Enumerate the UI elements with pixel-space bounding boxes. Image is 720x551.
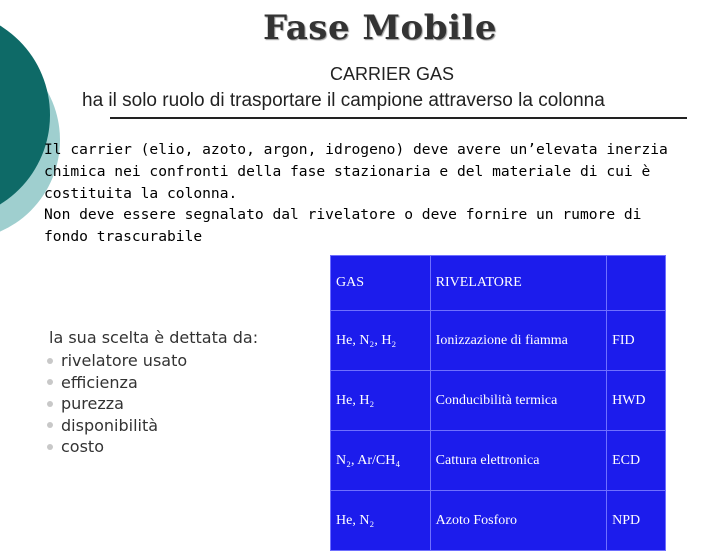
- table-cell-gas: He, N₂, H₂: [331, 311, 431, 371]
- list-item-label: disponibilità: [61, 415, 159, 435]
- table-cell-abbrev: ECD: [607, 431, 666, 491]
- bullet-icon: [47, 358, 53, 364]
- criteria-list: [47, 327, 258, 458]
- list-item: [47, 415, 258, 437]
- header-cell-abbrev: [607, 256, 666, 311]
- list-item: [47, 372, 258, 394]
- list-heading: la sua scelta è dettata da:: [49, 328, 259, 347]
- subtitle: CARRIER GAS: [330, 64, 455, 84]
- divider: [110, 117, 687, 119]
- table-cell-detector: Ionizzazione di fiamma: [430, 311, 606, 371]
- table-cell-abbrev: HWD: [607, 371, 666, 431]
- table-cell-abbrev: FID: [607, 311, 666, 371]
- list-item-label: rivelatore usato: [61, 351, 188, 371]
- bullet-icon: [47, 444, 53, 450]
- paragraph-inertia: Il carrier (elio, azoto, argon, idrogeno) deve avere un’elevata inerzia chimica nei confronti della fase stazionaria e del materiale di cui è costituita la colonna.: [44, 141, 668, 202]
- list-item-label: purezza: [61, 394, 124, 414]
- bullet-icon: [47, 379, 53, 385]
- list-item-label: costo: [61, 437, 104, 457]
- bullet-icon: [47, 422, 53, 428]
- table-cell-gas: N₂, Ar/CH₄: [331, 431, 431, 491]
- table-cell-abbrev: NPD: [607, 491, 666, 551]
- list-item-label: efficienza: [61, 372, 138, 392]
- table-row: [331, 311, 666, 371]
- header-cell-detector: RIVELATORE: [430, 256, 606, 311]
- list-item: [47, 350, 258, 372]
- list-item: [47, 436, 258, 458]
- gas-detector-table: [330, 255, 666, 551]
- body-text: [44, 139, 694, 248]
- subtitle-description: ha il solo ruolo di trasportare il campione attraverso la colonna: [82, 90, 605, 111]
- table-cell-detector: Conducibilità termica: [430, 371, 606, 431]
- table-row: [331, 491, 666, 551]
- header-cell-gas: GAS: [331, 256, 431, 311]
- table-cell-detector: Cattura elettronica: [430, 431, 606, 491]
- list-item: [47, 393, 258, 415]
- table-cell-gas: He, N₂: [331, 491, 431, 551]
- paragraph-detector: Non deve essere segnalato dal rivelatore o deve fornire un rumore di fondo trascurabile: [44, 206, 642, 246]
- table-cell-gas: He, H₂: [331, 371, 431, 431]
- table-cell-detector: Azoto Fosforo: [430, 491, 606, 551]
- table-row: [331, 431, 666, 491]
- table-header-row: [331, 256, 666, 311]
- bullet-icon: [47, 401, 53, 407]
- page-title: Fase Mobile: [263, 8, 497, 48]
- table-row: [331, 371, 666, 431]
